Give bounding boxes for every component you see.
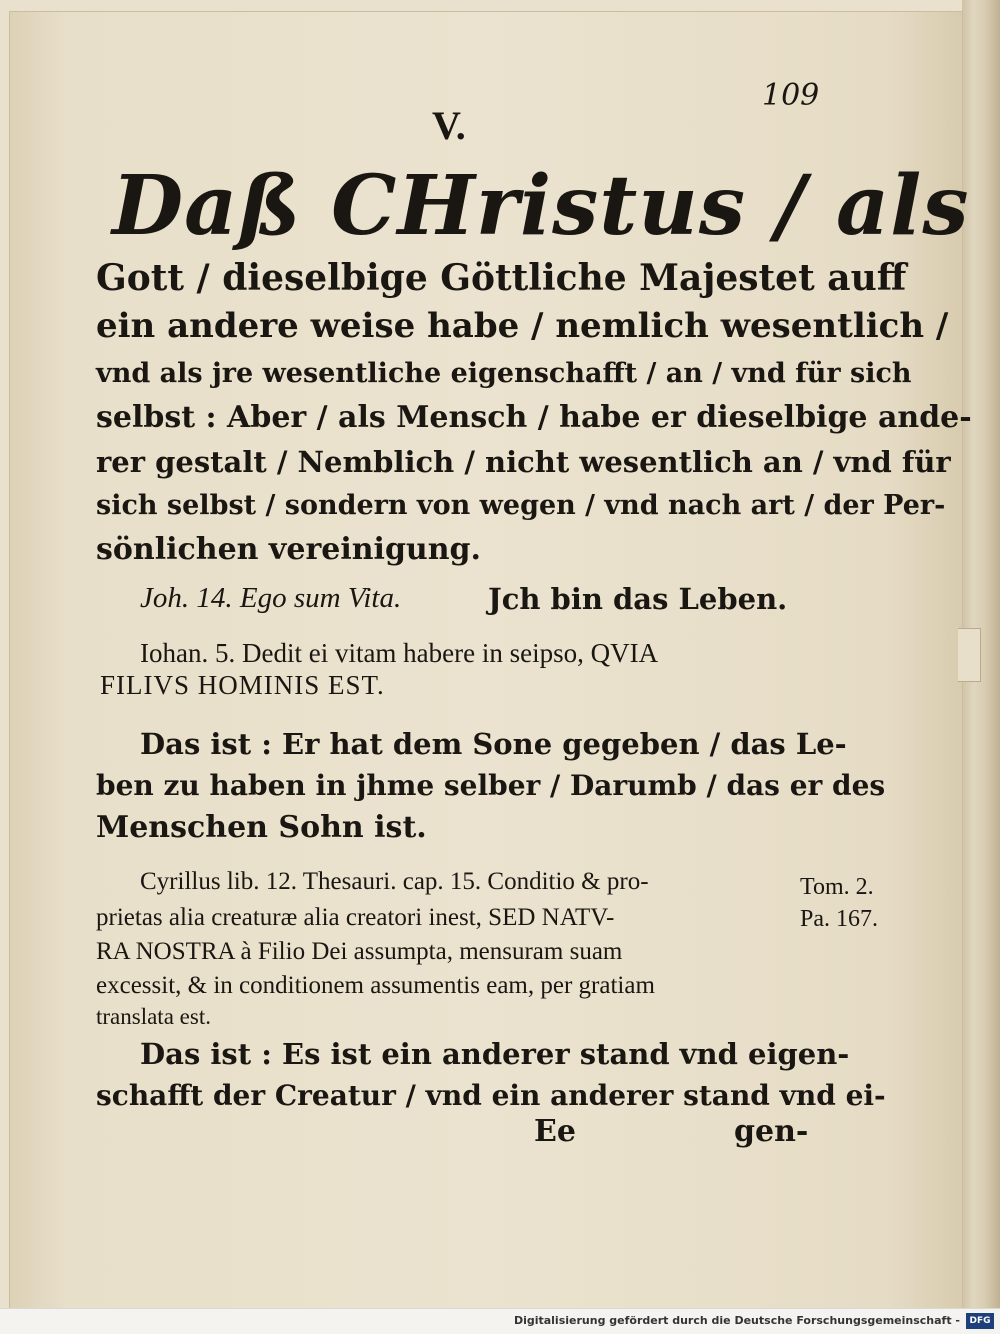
dfg-logo: DFG bbox=[966, 1313, 994, 1329]
footer-credit: Digitalisierung gefördert durch die Deutsche Forschungsgemeinschaft - bbox=[513, 1314, 960, 1327]
cyrillus-line-4: excessit, & in conditionem assumentis eam, per gratiam bbox=[96, 972, 655, 999]
margin-note-page: Pa. 167. bbox=[800, 906, 878, 932]
cyrillus-line-3: RA NOSTRA à Filio Dei assumpta, mensuram suam bbox=[96, 938, 623, 965]
cyrillus-line-2: prietas alia creaturæ alia creatori inest, SED NATV- bbox=[96, 904, 615, 931]
heading-line-1: Daß CHristus / als bbox=[112, 158, 970, 254]
heading-line-4: vnd als jre wesentliche eigenschafft / an / vnd für sich bbox=[96, 358, 912, 389]
quote2-line-1: Iohan. 5. Dedit ei vitam habere in seipso, QVIA bbox=[140, 638, 659, 668]
translation2-line-1: Das ist : Er hat dem Sone gegeben / das Le- bbox=[140, 727, 847, 761]
quote1-reference: Joh. 14. Ego sum Vita. bbox=[140, 582, 402, 614]
cyrillus-line-1: Cyrillus lib. 12. Thesauri. cap. 15. Conditio & pro- bbox=[140, 868, 649, 895]
translation2-line-2: ben zu haben in jhme selber / Darumb / das er des bbox=[96, 769, 886, 802]
heading-line-7: sich selbst / sondern von wegen / vnd nach art / der Per- bbox=[96, 490, 946, 521]
quote2-line-2: FILIVS HOMINIS EST. bbox=[100, 670, 385, 700]
translation3-line-2: schafft der Creatur / vnd ein anderer stand vnd ei- bbox=[96, 1079, 886, 1112]
margin-note-tome: Tom. 2. bbox=[800, 874, 874, 900]
signature-mark: Ee bbox=[534, 1114, 576, 1149]
quote1-german: Jch bin das Leben. bbox=[488, 582, 788, 616]
cyrillus-line-5: translata est. bbox=[96, 1004, 211, 1029]
heading-line-6: rer gestalt / Nemblich / nicht wesentlich an / vnd für bbox=[96, 445, 951, 479]
heading-line-3: ein andere weise habe / nemlich wesentlich / bbox=[96, 306, 949, 346]
heading-line-2: Gott / dieselbige Göttliche Majestet auff bbox=[96, 257, 907, 299]
section-number: V. bbox=[432, 103, 466, 148]
translation3-line-1: Das ist : Es ist ein anderer stand vnd eigen- bbox=[140, 1037, 850, 1071]
page-number: 109 bbox=[762, 78, 820, 113]
footer-bar bbox=[0, 1308, 1000, 1334]
heading-line-8: sönlichen vereinigung. bbox=[96, 532, 481, 567]
catchword: gen- bbox=[734, 1114, 809, 1149]
page-tab bbox=[958, 628, 981, 682]
heading-line-5: selbst : Aber / als Mensch / habe er dieselbige ande- bbox=[96, 400, 972, 435]
translation2-line-3: Menschen Sohn ist. bbox=[96, 810, 427, 845]
